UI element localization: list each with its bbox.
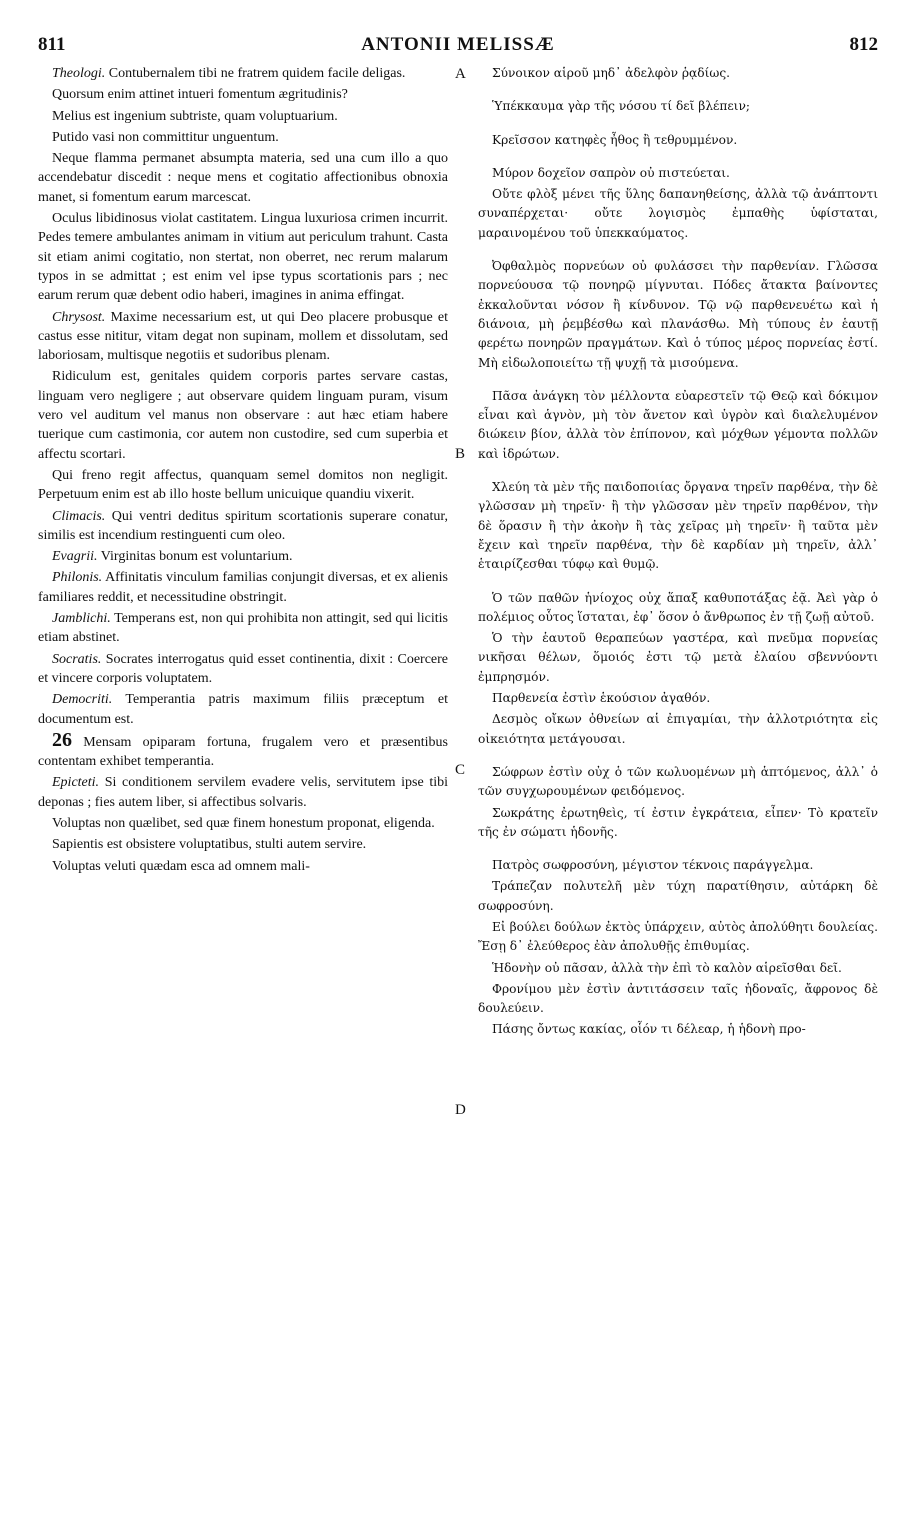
greek-paragraph: Πᾶσα ἀνάγκη τὸν μέλλοντα εὐαρεστεῖν τῷ Θεῷ καὶ δόκιμον εἶναι καὶ ἁγνὸν, μὴ τὸν ἄνετον καὶ ὑγρὸν καὶ διαλελυμένον διώκειν βίον, ἀλλὰ τὸν ἐπίπονον, καὶ μόχθων γέμοντα πολλῶν καὶ ἱδρώτων. bbox=[478, 388, 878, 461]
latin-paragraph bbox=[38, 85, 448, 104]
paragraph-text: Qui ventri deditus spiritum scortationis superare conatur, similis est incendium restinguenti cum oleo. bbox=[38, 508, 448, 543]
paragraph-text: Putido vasi non committitur unguentum. bbox=[52, 129, 279, 145]
paragraph-text: Affinitatis vinculum familias conjungit diversas, et ex alienis familiares reddit, et necessitudine obstringit. bbox=[38, 570, 448, 605]
latin-paragraph bbox=[38, 650, 448, 689]
running-header bbox=[38, 34, 878, 64]
author-label: Philonis. bbox=[52, 570, 103, 586]
margin-marker-a: A bbox=[455, 66, 466, 82]
author-label: Democriti. bbox=[52, 692, 113, 708]
latin-paragraph bbox=[38, 568, 448, 607]
paragraph-text: Maxime necessarium est, ut qui Deo placere probusque et castus esse nititur, vitam degat non supinam, mollem et dissolutam, sed laboriosam, multisque negotiis et sudoribus plenam. bbox=[38, 309, 449, 364]
greek-paragraph: Μύρον δοχεῖον σαπρὸν οὐ πιστεύεται. bbox=[492, 165, 730, 180]
greek-paragraph: Ὁ τῶν παθῶν ἡνίοχος οὐχ ἅπαξ καθυποτάξας ἐᾷ. Ἀεὶ γὰρ ὁ πολέμιος οὗτος ἵσταται, ἐφ᾽ ὅσον ὁ ἄνθρωπος ἐν τῇ ζωῇ αὐτοῦ. bbox=[478, 590, 878, 624]
paragraph-text: Neque flamma permanet absumpta materia, sed una cum illo a quo accendebatur discedit : neque mens et cogitatio affectionibus obnoxia manet, si fomentum earum marcescat. bbox=[38, 151, 448, 205]
latin-paragraph bbox=[38, 835, 448, 854]
paragraph-text: Si conditionem servilem evadere velis, servitutem ipse tibi deponas ; fies autem liber, si affectibus solvaris. bbox=[38, 775, 448, 810]
author-label: Theologi. bbox=[52, 66, 106, 81]
paragraph-text: Oculus libidinosus violat castitatem. Lingua luxuriosa crimen incurrit. Pedes temere ambulantes animam in vitium aut periculum trahunt. Casta sit etiam animi cogitatio, non stertat, non oberret, nec rerum malarum typos in se admittat ; est enim vel ipse typus scortationis pars ; nec earum rerum quæ debent odio haberi, imagines in anima effingat. bbox=[38, 211, 448, 304]
greek-paragraph: Χλεύη τὰ μὲν τῆς παιδοποιίας ὄργανα τηρεῖν παρθένα, τὴν δὲ γλῶσσαν μὴ τηρεῖν· ἢ τὴν γλῶσσαν μὲν τηρεῖν παρθένον, τὴν δὲ ὅρασιν ἢ τὴν ἀκοὴν ἢ τὰς χεῖρας μὴ τηρεῖν· ἢ ταῦτα μὲν ἔχειν καὶ τηρεῖν παρθένα, τὴν δὲ καρδίαν μὴ τηρεῖν, ἀλλ᾽ ἑταιρίζεσθαι τύφῳ καὶ θυμῷ. bbox=[478, 480, 878, 572]
latin-paragraph bbox=[38, 209, 448, 305]
author-label: Epicteti. bbox=[52, 775, 100, 791]
paragraph-text: Temperantia patris maximum filiis præceptum et documentum est. bbox=[38, 692, 448, 727]
greek-paragraph: Δεσμὸς οἴκων ὀθνείων αἱ ἐπιγαμίαι, τὴν ἀλλοτριότητα εἰς οἰκειότητα μετάγουσαι. bbox=[478, 712, 878, 746]
paragraph-text: Socrates interrogatus quid esset continentia, dixit : Coercere et vincere corporis voluptatem. bbox=[38, 651, 448, 686]
margin-marker-b: B bbox=[455, 446, 466, 462]
greek-paragraph: Κρεῖσσον κατηφὲς ἦθος ἢ τεθρυμμένον. bbox=[492, 132, 738, 147]
latin-paragraph bbox=[38, 466, 448, 505]
latin-paragraph bbox=[38, 547, 448, 566]
latin-paragraph bbox=[38, 690, 448, 729]
section-number: 26 bbox=[52, 728, 72, 751]
greek-paragraph: Εἰ βούλει δούλων ἐκτὸς ὑπάρχειν, αὐτὸς ἀπολύθητι δουλείας. Ἔσῃ δ᾽ ἐλεύθερος ἐὰν ἀπολυθῇς ἐπιθυμίας. bbox=[478, 919, 878, 954]
running-title: ANTONII MELISSÆ bbox=[361, 34, 555, 55]
latin-paragraph bbox=[38, 814, 448, 833]
right-page-number: 812 bbox=[849, 34, 878, 55]
greek-paragraph: Παρθενεία ἐστὶν ἑκούσιον ἀγαθόν. bbox=[492, 691, 711, 706]
greek-paragraph: Οὔτε φλὸξ μένει τῆς ὕλης δαπανηθείσης, ἀλλὰ τῷ ἀνάπτοντι συναπέρχεται· οὔτε λογισμὸς ἐμπαθὴς ὑφίσταται, μαραινομένου τοῦ ὑπεκκαύματος. bbox=[478, 187, 878, 240]
latin-paragraph bbox=[38, 367, 448, 463]
latin-paragraph bbox=[38, 308, 448, 366]
paragraph-text: Melius est ingenium subtriste, quam voluptuarium. bbox=[52, 108, 338, 124]
author-label: Climacis. bbox=[52, 508, 106, 524]
latin-column bbox=[38, 64, 448, 1540]
greek-paragraph: Τράπεζαν πολυτελῆ μὲν τύχη παρατίθησιν, αὐτάρκη δὲ σωφροσύνη. bbox=[478, 879, 878, 913]
margin-marker-c: C bbox=[455, 762, 466, 778]
latin-paragraph bbox=[38, 64, 448, 83]
latin-paragraph bbox=[38, 857, 448, 876]
author-label: Socratis. bbox=[52, 651, 102, 667]
greek-paragraph: Πατρὸς σωφροσύνη, μέγιστον τέκνοις παράγγελμα. bbox=[492, 858, 814, 873]
latin-paragraph bbox=[38, 773, 448, 812]
greek-paragraph: Πάσης ὄντως κακίας, οἷόν τι δέλεαρ, ἡ ἡδονὴ προ- bbox=[492, 1022, 806, 1037]
paragraph-text: Mensam opiparam fortuna, frugalem vero et præsentibus contentam exhibet temperantia. bbox=[38, 734, 448, 770]
latin-paragraph bbox=[38, 128, 448, 147]
greek-paragraph: Ὀφθαλμὸς πορνεύων οὐ φυλάσσει τὴν παρθενίαν. Γλῶσσα πορνεύουσα τῷ πονηρῷ μίγνυται. Πόδες ἄτακτα βαίνοντες ἐκκαλοῦνται νόσον ἢ κίνδυνον. Τῷ νῷ παρθενευέτω καὶ ἡ διάνοια, μὴ ῥεμβέσθω καὶ πλανάσθω. Μὴ τύπους ἐν ἑαυτῇ φερέτω πονηρῶν πραγμάτων. Καὶ ὁ τύπος μέρος πορνείας ἐστί. Μὴ εἰδωλοποιείτω τῇ ψυχῇ τὰ μισούμενα. bbox=[478, 259, 878, 370]
author-label: Chrysost. bbox=[52, 309, 106, 325]
paragraph-text: Temperans est, non qui prohibita non attingit, sed qui licitis etiam abstinet. bbox=[38, 611, 449, 646]
paragraph-text: Ridiculum est, genitales quidem corporis partes servare castas, linguam vero negligere ; aut observare quidem linguam puram, visum vero vel auditum vel manus non observare : aut hæc etiam habere tuerique cum castimonia, cor autem non custodire, sed cum superbia et affectu scortari. bbox=[38, 369, 448, 462]
greek-paragraph: Ὑπέκκαυμα γὰρ τῆς νόσου τί δεῖ βλέπειν; bbox=[492, 99, 750, 114]
greek-paragraph: Ἡδονὴν οὐ πᾶσαν, ἀλλὰ τὴν ἐπὶ τὸ καλὸν αἱρεῖσθαι δεῖ. bbox=[492, 960, 842, 975]
latin-paragraph bbox=[38, 149, 448, 207]
paragraph-text: Quorsum enim attinet intueri fomentum ægritudinis? bbox=[52, 87, 348, 103]
paragraph-text: Voluptas veluti quædam esca ad omnem mali- bbox=[52, 858, 310, 874]
paragraph-text: Qui freno regit affectus, quanquam semel domitos non negligit. Perpetuum enim est ab illo hoste bellum unicuique quandiu vixerit. bbox=[38, 467, 448, 503]
greek-column bbox=[478, 64, 878, 1540]
paragraph-text: Virginitas bonum est voluntarium. bbox=[100, 549, 293, 565]
latin-paragraph bbox=[38, 107, 448, 126]
margin-marker-d: D bbox=[455, 1102, 466, 1118]
left-page-number: 811 bbox=[38, 34, 66, 55]
latin-paragraph bbox=[38, 609, 448, 648]
paragraph-text: Sapientis est obsistere voluptatibus, stulti autem servire. bbox=[52, 837, 367, 853]
greek-paragraph: Σώφρων ἐστὶν οὐχ ὁ τῶν κωλυομένων μὴ ἁπτόμενος, ἀλλ᾽ ὁ τῶν συγχωρουμένων φειδόμενος. bbox=[478, 764, 878, 799]
greek-paragraph: Σωκράτης ἐρωτηθεὶς, τί ἐστιν ἐγκράτεια, εἶπεν· Τὸ κρατεῖν τῆς ἐν σώματι ἡδονῆς. bbox=[478, 805, 878, 839]
greek-paragraph: Φρονίμου μὲν ἐστὶν ἀντιτάσσειν ταῖς ἡδοναῖς, ἄφρονος δὲ δουλεύειν. bbox=[478, 981, 878, 1016]
latin-paragraph bbox=[38, 728, 448, 772]
greek-paragraph: Σύνοικον αἱροῦ μηδ᾽ ἀδελφὸν ῥᾳδίως. bbox=[492, 66, 731, 80]
greek-paragraph: Ὁ τὴν ἑαυτοῦ θεραπεύων γαστέρα, καὶ πνεῦμα πορνείας νικῆσαι θέλων, ὅμοιός ἐστι τῷ μετὰ ἐλαίου σβεννύοντι ἐμπρησμόν. bbox=[478, 631, 878, 684]
author-label: Evagrii. bbox=[52, 549, 98, 565]
author-label: Jamblichi. bbox=[52, 611, 111, 627]
paragraph-text: Voluptas non quælibet, sed quæ finem honestum proponat, eligenda. bbox=[52, 815, 435, 831]
latin-paragraph bbox=[38, 507, 448, 546]
paragraph-text: Contubernalem tibi ne fratrem quidem facile deligas. bbox=[108, 66, 406, 81]
